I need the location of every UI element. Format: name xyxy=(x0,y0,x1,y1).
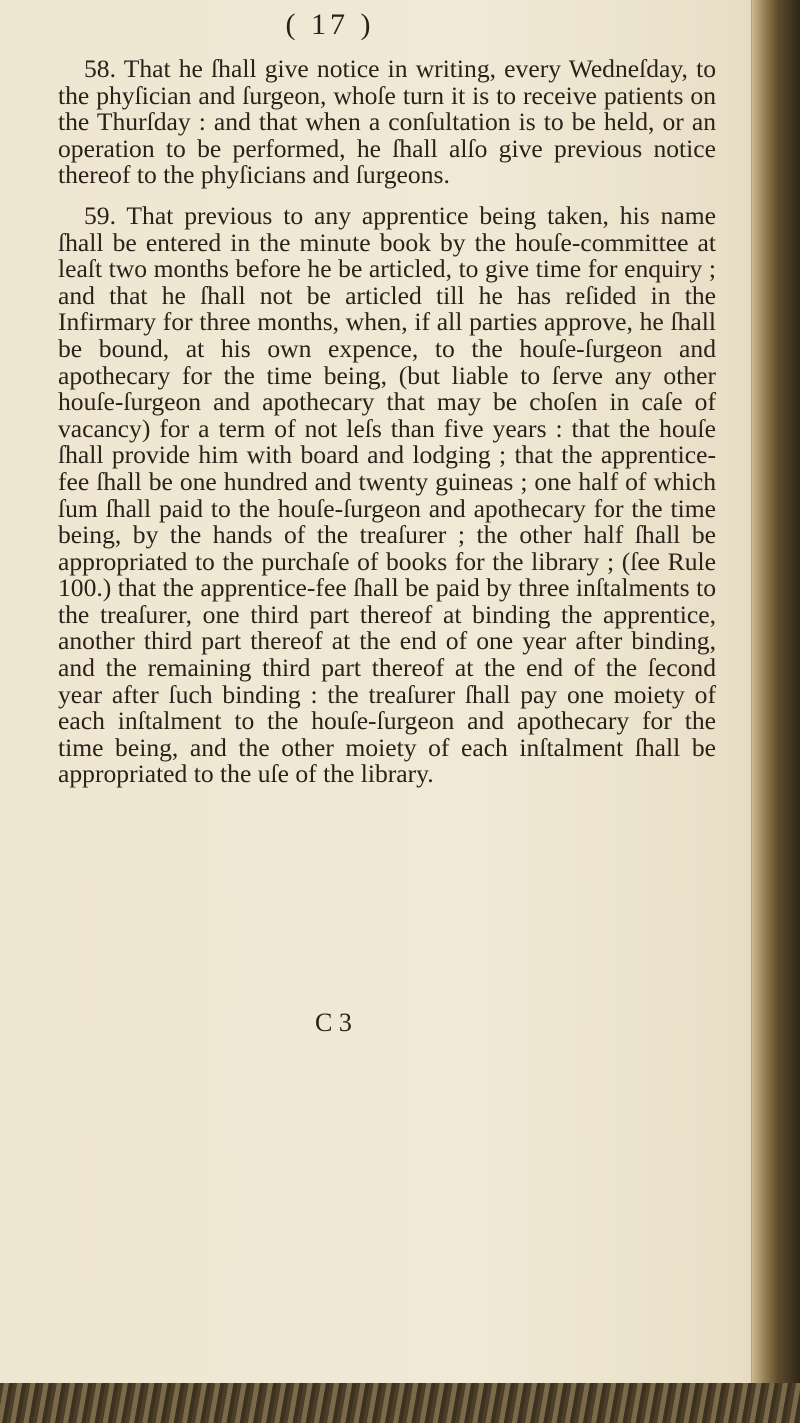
paragraph-58: 58. That he ſhall give notice in writing, every Wedneſday, to the phyſician and ſurgeon, whoſe turn it is to receive patients on the Thurſday : and that when a conſultation is to be held, or an operation to be performed, he ſhall alſo give previous notice thereof to the phyſicians and ſurgeons. xyxy=(58,54,716,190)
book-bottom-edge xyxy=(0,1383,800,1423)
signature-mark: C 3 xyxy=(315,1008,352,1037)
paragraph-59: 59. That previous to any apprentice being taken, his name ſhall be entered in the minute book by the houſe-committee at leaſt two months before he be articled, to give time for enquiry ; and that he ſhall not be articled till he has reſided in the Infirmary for three months, when, if all parties approve, he ſhall be bound, at his own expence, to the houſe-ſurgeon and apothecary for the time being, (but liable to ſerve any other houſe-ſurgeon and apothecary that may be choſen in caſe of vacancy) for a term of not leſs than five years : that the houſe ſhall provide him with board and lodging ; that the apprentice-fee ſhall be one hundred and twenty guineas ; one half of which ſum ſhall paid to the houſe-ſurgeon and apothecary for the time being, by the hands of the treaſurer ; the other half ſhall be appropriated to the purchaſe of books for the library ; (ſee Rule 100.) that the apprentice-fee ſhall be paid by three inſtalments to the treaſurer, one third part thereof at binding the apprentice, another third part thereof at the end of one year after binding, and the remaining third part thereof at the end of the ſecond year after ſuch binding : the treaſurer ſhall pay one moiety of each inſtalment to the houſe-ſurgeon and apothecary for the time being, and the other moiety of each inſtalment ſhall be appropriated to the uſe of the library. xyxy=(58,200,716,789)
book-spine xyxy=(752,0,800,1423)
page-number: ( 17 ) xyxy=(285,8,375,41)
body-text xyxy=(58,56,716,788)
